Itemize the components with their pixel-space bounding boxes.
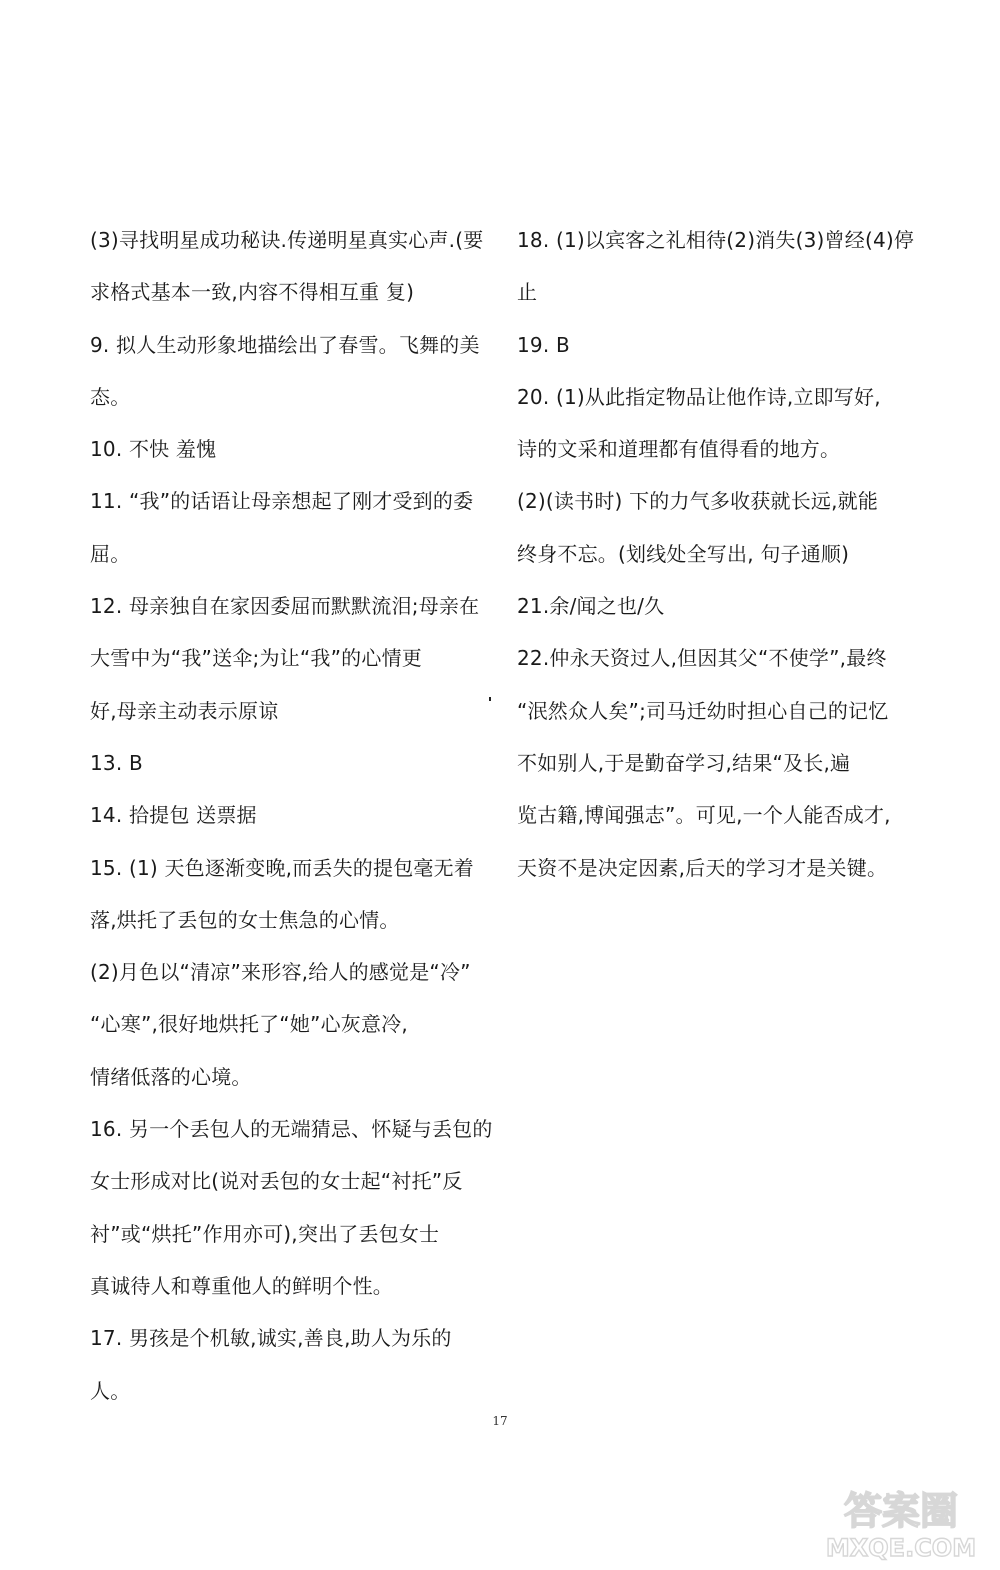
answer-line: 11. “我”的话语让母亲想起了刚才受到的委 — [90, 489, 474, 514]
answer-line: 求格式基本一致,内容不得相互重 复) — [90, 280, 415, 305]
scan-speck — [489, 697, 491, 701]
answer-line: 屈。 — [90, 541, 131, 566]
answer-line: 不如别人,于是勤奋学习,结果“及长,遍 — [517, 750, 851, 775]
page-number: 17 — [492, 1414, 508, 1428]
answer-line: 13. B — [90, 750, 143, 775]
answer-line: 情绪低落的心境。 — [90, 1064, 252, 1089]
answer-line: 天资不是决定因素,后天的学习才是关键。 — [517, 855, 888, 880]
answer-line: 女士形成对比(说对丢包的女士起“衬托”反 — [90, 1169, 463, 1194]
answer-line: 17. 男孩是个机敏,诚实,善良,助人为乐的 — [90, 1326, 452, 1351]
answer-line: 18. (1)以宾客之礼相待(2)消失(3)曾经(4)停 — [517, 228, 915, 252]
watermark-icon — [816, 1482, 986, 1562]
answer-line: 14. 拾提包 送票据 — [90, 803, 257, 828]
answer-line: 人。 — [90, 1378, 131, 1403]
svg-text:MXQE.COM: MXQE.COM — [825, 1534, 977, 1562]
answer-line: 衬”或“烘托”作用亦可),突出了丢包女士 — [90, 1221, 440, 1246]
answer-line: 落,烘托了丢包的女士焦急的心情。 — [90, 907, 400, 932]
answer-line: (2)月色以“清凉”来形容,给人的感觉是“冷” — [90, 960, 471, 985]
left-column — [90, 214, 495, 1417]
answer-line: “心寒”,很好地烘托了“她”心灰意冷, — [90, 1012, 408, 1037]
answer-line: 览古籍,博闻强志”。可见,一个人能否成才, — [517, 803, 891, 828]
answer-line: 终身不忘。(划线处全写出, 句子通顺) — [517, 541, 850, 566]
answer-line: 21.余/闻之也/久 — [517, 594, 665, 619]
answer-line: 20. (1)从此指定物品让他作诗,立即写好, — [517, 384, 881, 409]
answer-line: 22.仲永天资过人,但因其父“不使学”,最终 — [517, 646, 887, 671]
answer-line: 15. (1) 天色逐渐变晚,而丢失的提包毫无着 — [90, 855, 475, 880]
answer-line: (2)(读书时) 下的力气多收获就长远,就能 — [517, 489, 879, 514]
answer-line: 诗的文采和道理都有值得看的地方。 — [517, 437, 841, 462]
watermark-logo — [816, 1482, 986, 1562]
answer-line: 止 — [517, 280, 538, 305]
svg-text:答案圈: 答案圈 — [843, 1489, 959, 1533]
answer-line: (3)寻找明星成功秘诀.传递明星真实心声.(要 — [90, 228, 484, 252]
answer-line: 9. 拟人生动形象地描绘出了春雪。飞舞的美 — [90, 332, 480, 357]
right-column — [517, 214, 917, 894]
answer-line: 12. 母亲独自在家因委屈而默默流泪;母亲在 — [90, 594, 480, 619]
answer-line: 大雪中为“我”送伞;为让“我”的心情更 — [90, 646, 422, 671]
answer-line: 10. 不快 羞愧 — [90, 437, 217, 462]
answer-line: 16. 另一个丢包人的无端猜忌、怀疑与丢包的 — [90, 1117, 493, 1142]
answer-line: 态。 — [90, 384, 131, 409]
answer-line: 19. B — [517, 332, 570, 357]
answer-line: “泯然众人矣”;司马迁幼时担心自己的记忆 — [517, 698, 889, 723]
answer-line: 好,母亲主动表示原谅 — [90, 698, 279, 723]
answer-line: 真诚待人和尊重他人的鲜明个性。 — [90, 1273, 393, 1298]
